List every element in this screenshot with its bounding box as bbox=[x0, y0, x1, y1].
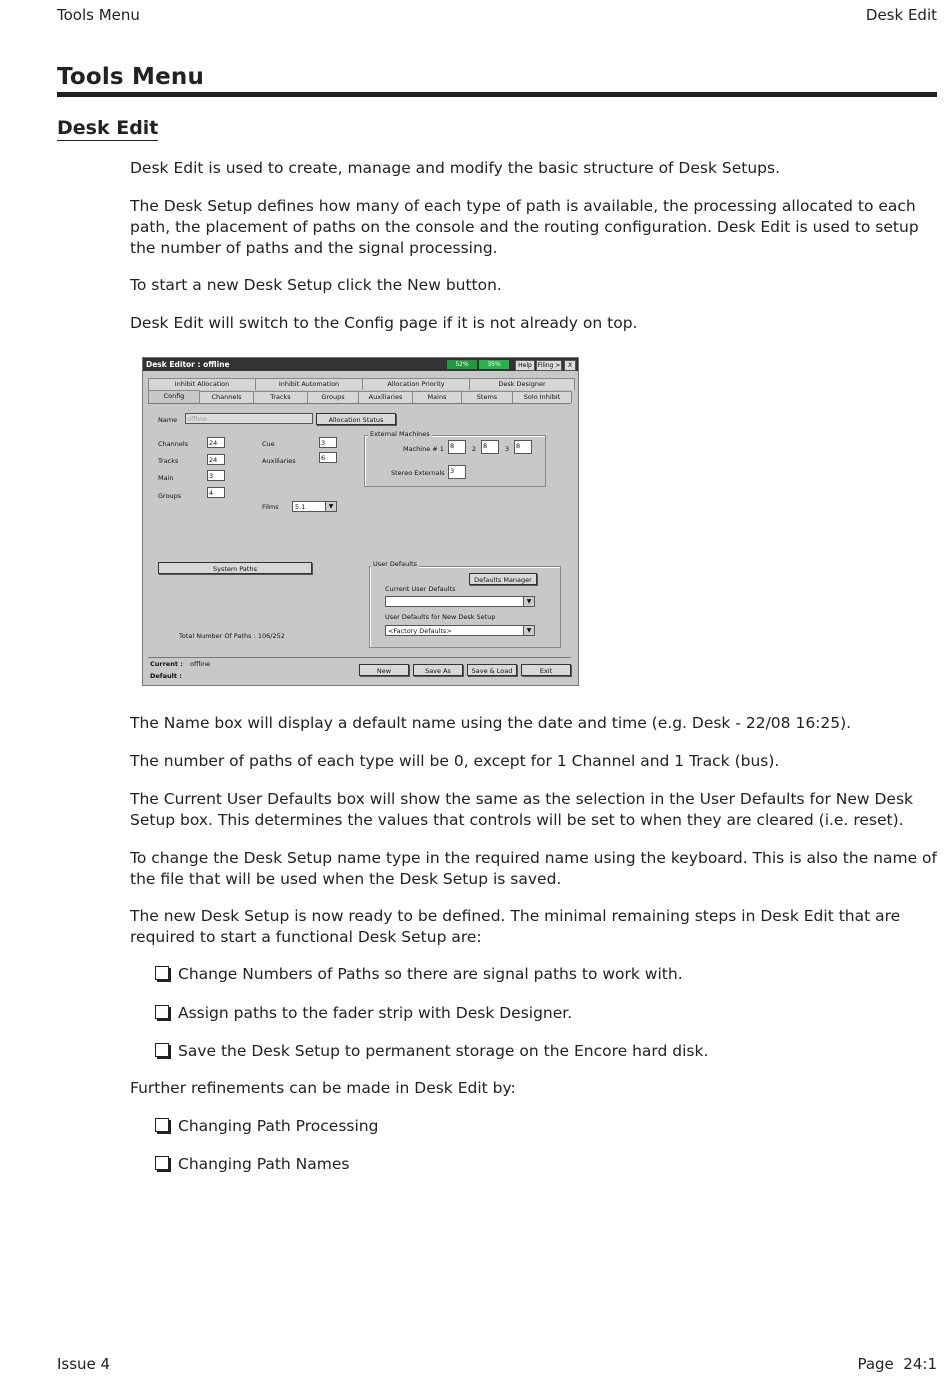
machine-3-label: 3 bbox=[505, 445, 510, 453]
new-user-defaults-label: User Defaults for New Desk Setup bbox=[385, 613, 496, 621]
save-and-load-button[interactable]: Save & Load bbox=[467, 664, 517, 676]
footer-divider bbox=[148, 657, 571, 658]
groups-field[interactable]: 4 bbox=[207, 487, 225, 498]
name-label: Name bbox=[158, 416, 178, 424]
machine-1-field[interactable]: 8 bbox=[448, 440, 466, 454]
tab-channels[interactable]: Channels bbox=[199, 391, 254, 403]
paragraph: The Name box will display a default name using the date and time (e.g. Desk - 22/08 16:25). bbox=[130, 714, 852, 732]
close-icon[interactable]: X bbox=[564, 360, 576, 371]
tracks-label: Tracks bbox=[158, 457, 179, 465]
tab-inhibit-allocation[interactable]: Inhibit Allocation bbox=[148, 378, 256, 390]
help-button[interactable]: Help bbox=[515, 360, 535, 371]
tab-mains[interactable]: Mains bbox=[412, 391, 462, 403]
list-item: Change Numbers of Paths so there are signal paths to work with. bbox=[155, 964, 683, 985]
name-field[interactable]: offline bbox=[185, 413, 313, 424]
machine-2-field[interactable]: 8 bbox=[481, 440, 499, 454]
films-label: Films bbox=[262, 503, 279, 511]
paragraph: Desk Edit will switch to the Config page if it is not already on top. bbox=[130, 314, 638, 332]
groups-label: Groups bbox=[158, 492, 182, 500]
desk-editor-screenshot bbox=[142, 357, 579, 686]
films-dropdown[interactable]: 5.1 ▼ bbox=[292, 501, 337, 512]
chevron-down-icon: ▼ bbox=[325, 502, 336, 511]
checkbox-icon bbox=[155, 1156, 169, 1170]
tab-config[interactable]: Config bbox=[148, 390, 200, 404]
cpu-meter: 35% bbox=[479, 360, 509, 369]
section-heading: Desk Edit bbox=[57, 117, 159, 139]
chevron-down-icon: ▼ bbox=[523, 597, 534, 606]
tab-groups[interactable]: Groups bbox=[307, 391, 359, 403]
running-header-left: Tools Menu bbox=[57, 6, 140, 24]
chevron-down-icon: ▼ bbox=[523, 626, 534, 635]
external-machines-title: External Machines bbox=[370, 430, 430, 438]
current-user-defaults-dropdown[interactable] bbox=[385, 596, 535, 607]
current-value: offline bbox=[190, 660, 211, 668]
tab-allocation-priority[interactable]: Allocation Priority bbox=[362, 378, 470, 390]
auxiliaries-label: Auxiliaries bbox=[262, 457, 296, 465]
tab-inhibit-automation[interactable]: Inhibit Automation bbox=[255, 378, 363, 390]
paragraph: Further refinements can be made in Desk Edit by: bbox=[130, 1079, 516, 1097]
channels-field[interactable]: 24 bbox=[207, 437, 225, 448]
footer-issue: Issue 4 bbox=[57, 1355, 111, 1373]
new-user-defaults-dropdown[interactable]: <Factory Defaults> ▼ bbox=[385, 625, 535, 636]
cue-label: Cue bbox=[262, 440, 275, 448]
main-field[interactable]: 3 bbox=[207, 470, 225, 481]
tab-divider bbox=[148, 403, 571, 404]
auxiliaries-field[interactable]: 6 bbox=[319, 452, 337, 463]
exit-button[interactable]: Exit bbox=[521, 664, 571, 676]
tab-stems[interactable]: Stems bbox=[461, 391, 513, 403]
machine-2-label: 2 bbox=[472, 445, 477, 453]
tab-auxiliaries[interactable]: Auxiliaries bbox=[358, 391, 413, 403]
list-item: Assign paths to the fader strip with Desk Designer. bbox=[155, 1003, 572, 1024]
current-label: Current : bbox=[150, 660, 183, 668]
cue-field[interactable]: 3 bbox=[319, 437, 337, 448]
paragraph: Desk Edit is used to create, manage and modify the basic structure of Desk Setups. bbox=[130, 159, 781, 177]
system-paths-button[interactable]: System Paths bbox=[158, 562, 312, 574]
channels-label: Channels bbox=[158, 440, 189, 448]
main-label: Main bbox=[158, 474, 174, 482]
list-item: Changing Path Processing bbox=[155, 1116, 378, 1137]
filing-button[interactable]: Filing > bbox=[537, 362, 561, 369]
stereo-externals-label: Stereo Externals bbox=[391, 469, 445, 477]
checkbox-icon bbox=[155, 1043, 169, 1057]
footer-page-number: Page 24:1 bbox=[857, 1355, 937, 1373]
paragraph: The new Desk Setup is now ready to be defined. The minimal remaining steps in Desk Edit that are required to start a functional Desk Setup are: bbox=[130, 907, 901, 946]
current-user-defaults-label: Current User Defaults bbox=[385, 585, 456, 593]
dialog-titlebar: Desk Editor : offline bbox=[143, 358, 578, 371]
machine-3-field[interactable]: 8 bbox=[514, 440, 532, 454]
defaults-manager-button[interactable]: Defaults Manager bbox=[469, 573, 537, 585]
paragraph: The Current User Defaults box will show the same as the selection in the User Defaults for New Desk Setup box. This determines the values that controls will be set to when they are cleared (i.e. reset). bbox=[130, 790, 914, 829]
new-button[interactable]: New bbox=[359, 664, 409, 676]
page-title: Tools Menu bbox=[57, 64, 205, 90]
tab-desk-designer[interactable]: Desk Designer bbox=[469, 378, 575, 390]
cpu-meter: 52% bbox=[447, 360, 477, 369]
tab-solo-inhibit[interactable]: Solo Inhibit bbox=[512, 391, 572, 403]
machine-label: Machine # 1 bbox=[403, 445, 444, 453]
list-item: Changing Path Names bbox=[155, 1154, 349, 1175]
paragraph: To start a new Desk Setup click the New button. bbox=[130, 276, 502, 294]
total-paths-label: Total Number Of Paths : 106/252 bbox=[179, 632, 285, 640]
checkbox-icon bbox=[155, 1005, 169, 1019]
default-label: Default : bbox=[150, 672, 182, 680]
running-header-right: Desk Edit bbox=[865, 6, 937, 24]
user-defaults-title: User Defaults bbox=[373, 560, 418, 568]
title-rule bbox=[57, 92, 937, 97]
tab-tracks[interactable]: Tracks bbox=[253, 391, 308, 403]
checkbox-icon bbox=[155, 1118, 169, 1132]
stereo-externals-field[interactable]: 3 bbox=[448, 465, 466, 479]
checkbox-icon bbox=[155, 966, 169, 980]
save-as-button[interactable]: Save As bbox=[413, 664, 463, 676]
tracks-field[interactable]: 24 bbox=[207, 454, 225, 465]
list-item: Save the Desk Setup to permanent storage on the Encore hard disk. bbox=[155, 1041, 708, 1062]
allocation-status-button[interactable]: Allocation Status bbox=[316, 413, 396, 425]
paragraph: The Desk Setup defines how many of each type of path is available, the processing allocated to each path, the placement of paths on the console and the routing configuration. Desk Edit is used to setup the number of paths and the signal processing. bbox=[130, 197, 919, 257]
paragraph: The number of paths of each type will be 0, except for 1 Channel and 1 Track (bus). bbox=[130, 752, 780, 770]
paragraph: To change the Desk Setup name type in the required name using the keyboard. This is also the name of the file that will be used when the Desk Setup is saved. bbox=[130, 849, 937, 888]
